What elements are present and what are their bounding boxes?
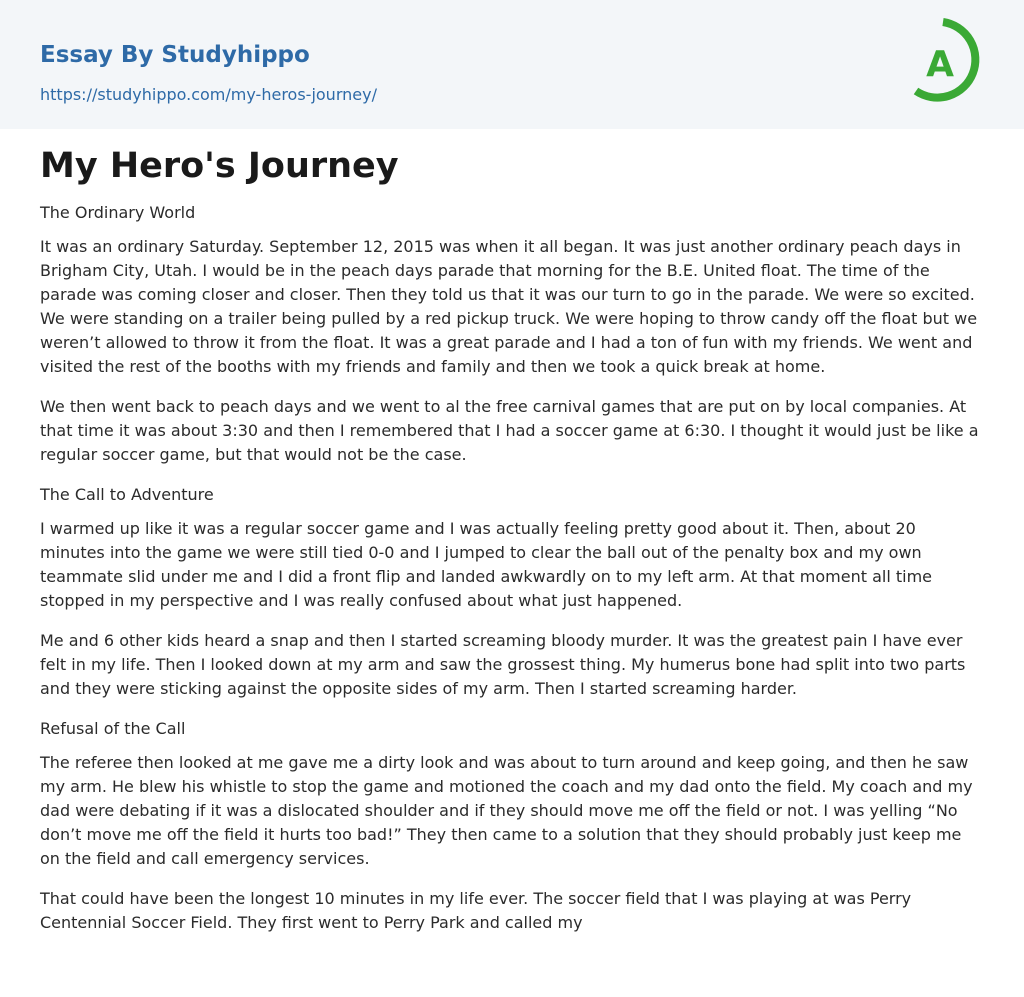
paragraph-6: That could have been the longest 10 minutes in my life ever. The soccer field that I was playing at was Perry Centennial Soccer Field. They first went to Perry Park and called my: [40, 889, 912, 932]
essay-content: [40, 143, 984, 951]
essay-title: My Hero's Journey: [40, 146, 399, 186]
essay-url-link[interactable]: https://studyhippo.com/my-heros-journey/: [40, 85, 377, 104]
studyhippo-logo-icon[interactable]: [910, 18, 988, 106]
logo-letter: A: [926, 44, 954, 85]
section-heading-refusal-of-call: Refusal of the Call: [40, 719, 186, 738]
paragraph-5: The referee then looked at me gave me a dirty look and was about to turn around and keep going, and then he saw my arm. He blew his whistle to stop the game and motioned the coach and my dad onto the field. My coach and my dad were debating if it was a dislocated shoulder and if they should move me off the field or not. I was yelling “No don’t move me off the field it hurts too bad!” They then came to a solution that they should probably just keep me on the field and call emergency services.: [40, 753, 973, 868]
paragraph-1: It was an ordinary Saturday. September 12, 2015 was when it all began. It was just another ordinary peach days in Brigham City, Utah. I would be in the peach days parade that morning for the B.E. United float. The time of the parade was coming closer and closer. Then they told us that it was our turn to go in the parade. We were so excited. We were standing on a trailer being pulled by a red pickup truck. We were hoping to throw candy off the float but we weren’t allowed to throw it from the float. It was a great parade and I had a ton of fun with my friends. We went and visited the rest of the booths with my friends and family and then we took a quick break at home.: [40, 237, 978, 376]
site-header: [0, 0, 1024, 129]
paragraph-4: Me and 6 other kids heard a snap and then I started screaming bloody murder. It was the greatest pain I have ever felt in my life. Then I looked down at my arm and saw the grossest thing. My humerus bone had split into two parts and they were sticking against the opposite sides of my arm. Then I started screaming harder.: [40, 631, 966, 698]
brand-title[interactable]: Essay By Studyhippo: [40, 42, 310, 68]
section-heading-call-to-adventure: The Call to Adventure: [40, 485, 214, 504]
paragraph-2: We then went back to peach days and we went to al the free carnival games that are put on by local companies. At that time it was about 3:30 and then I remembered that I had a soccer game at 6:30. I thought it would just be like a regular soccer game, but that would not be the case.: [40, 397, 979, 464]
section-heading-ordinary-world: The Ordinary World: [40, 203, 196, 222]
paragraph-3: I warmed up like it was a regular soccer game and I was actually feeling pretty good about it. Then, about 20 minutes into the game we were still tied 0-0 and I jumped to clear the ball out of the penalty box and my own teammate slid under me and I did a front flip and landed awkwardly on to my left arm. At that moment all time stopped in my perspective and I was really confused about what just happened.: [40, 519, 932, 610]
